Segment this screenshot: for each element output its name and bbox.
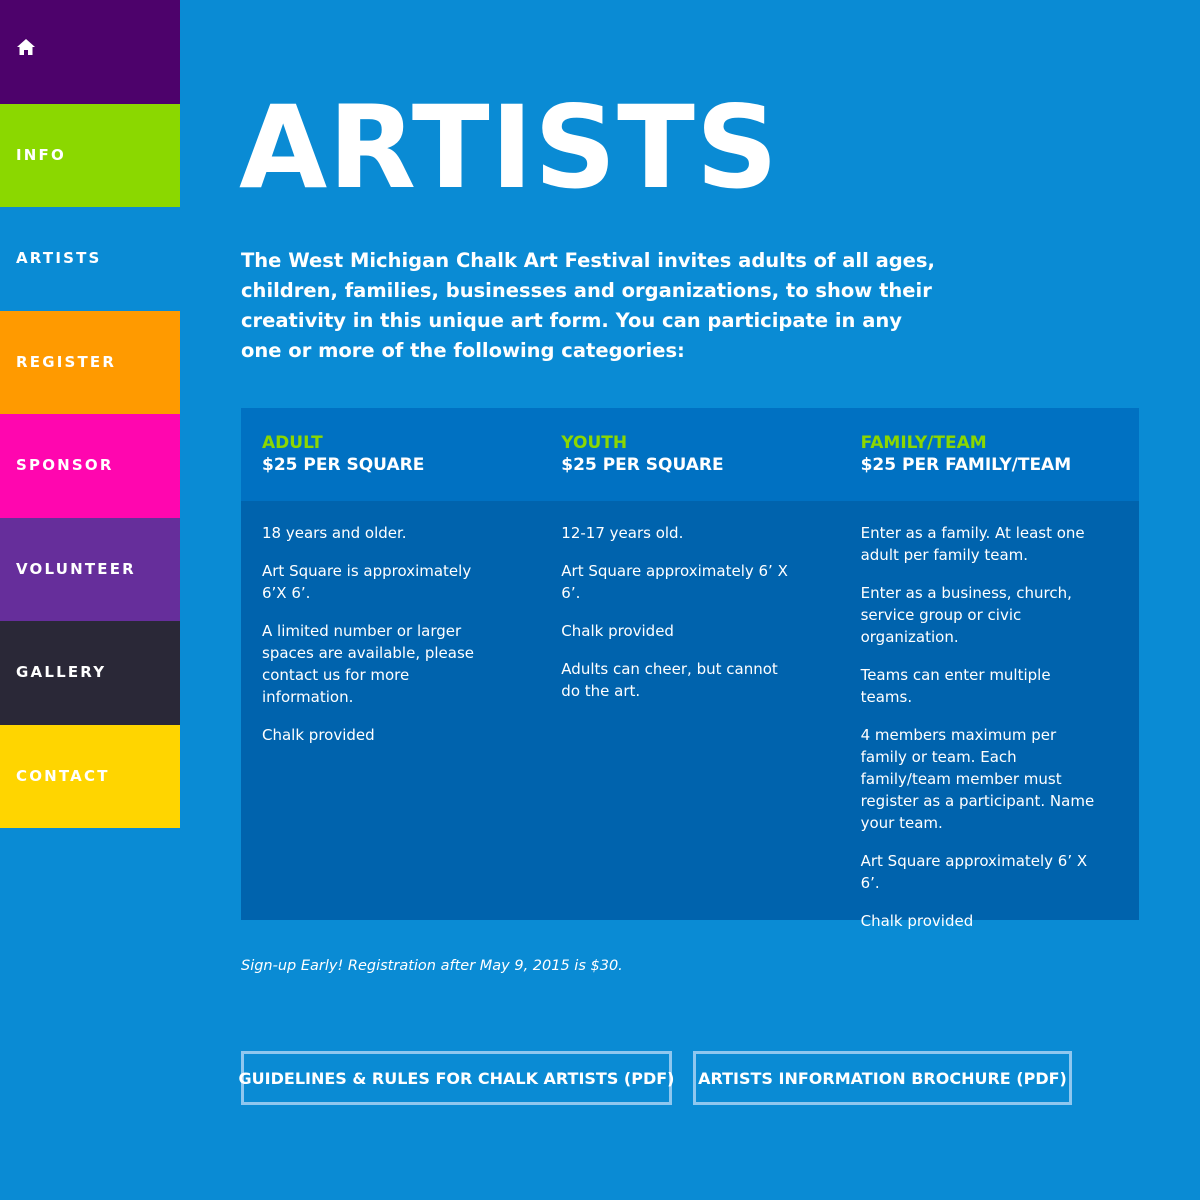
category-price: $25 PER SQUARE [262, 455, 425, 475]
category-details-family-team [840, 522, 1139, 948]
nav-item-register[interactable]: REGISTER [0, 311, 180, 415]
nav-item-info[interactable]: INFO [0, 104, 180, 208]
detail-text: Teams can enter multiple teams. [860, 666, 1051, 706]
nav-item-contact[interactable]: CONTACT [0, 725, 180, 829]
registration-note: Sign-up Early! Registration after May 9, 2015 is $30. [241, 958, 623, 974]
category-name: ADULT [262, 433, 323, 453]
categories-body [241, 501, 1139, 948]
categories-table [241, 408, 1139, 930]
category-header-adult [241, 408, 540, 501]
brochure-pdf-button[interactable]: ARTISTS INFORMATION BROCHURE (PDF) [693, 1051, 1072, 1105]
page-title: ARTISTS [239, 81, 780, 214]
nav-item-volunteer[interactable]: VOLUNTEER [0, 518, 180, 622]
detail-text: Enter as a business, church, service group or civic organization. [860, 584, 1072, 646]
detail-text: A limited number or larger spaces are available, please contact us for more information. [262, 622, 475, 706]
nav-item-gallery[interactable]: GALLERY [0, 621, 180, 725]
detail-text: Art Square approximately 6’ X 6’. [860, 852, 1088, 892]
detail-text: Adults can cheer, but cannot do the art. [561, 660, 778, 700]
category-header-family-team [840, 408, 1139, 501]
sidebar-nav [0, 0, 180, 828]
detail-text: Chalk provided [860, 912, 974, 930]
home-icon [16, 0, 36, 104]
detail-text: Chalk provided [561, 622, 674, 640]
category-header-youth [540, 408, 839, 501]
detail-text: Art Square is approximately 6’X 6’. [262, 562, 472, 602]
guidelines-pdf-button[interactable]: GUIDELINES & RULES FOR CHALK ARTISTS (PDF) [241, 1051, 672, 1105]
intro-text: The West Michigan Chalk Art Festival invites adults of all ages, children, families, businesses and organizations, to show their creativity in this unique art form. You can participate in any one or more of the following categories: [241, 249, 935, 362]
category-name: YOUTH [561, 433, 628, 453]
category-details-adult [241, 522, 540, 948]
detail-text: 12-17 years old. [561, 524, 684, 542]
category-name: FAMILY/TEAM [860, 433, 987, 453]
detail-text: 4 members maximum per family or team. Each family/team member must register as a participant. Name your team. [860, 726, 1095, 832]
download-buttons [238, 1051, 1072, 1105]
nav-item-sponsor[interactable]: SPONSOR [0, 414, 180, 518]
categories-header [241, 408, 1139, 501]
detail-text: Art Square approximately 6’ X 6’. [561, 562, 788, 602]
nav-home[interactable] [0, 0, 180, 104]
category-price: $25 PER FAMILY/TEAM [860, 455, 1072, 475]
nav-item-artists[interactable]: ARTISTS [0, 207, 180, 311]
detail-text: Enter as a family. At least one adult per family team. [860, 524, 1085, 564]
category-price: $25 PER SQUARE [561, 455, 724, 475]
detail-text: 18 years and older. [262, 524, 407, 542]
detail-text: Chalk provided [262, 726, 375, 744]
category-details-youth [540, 522, 839, 948]
